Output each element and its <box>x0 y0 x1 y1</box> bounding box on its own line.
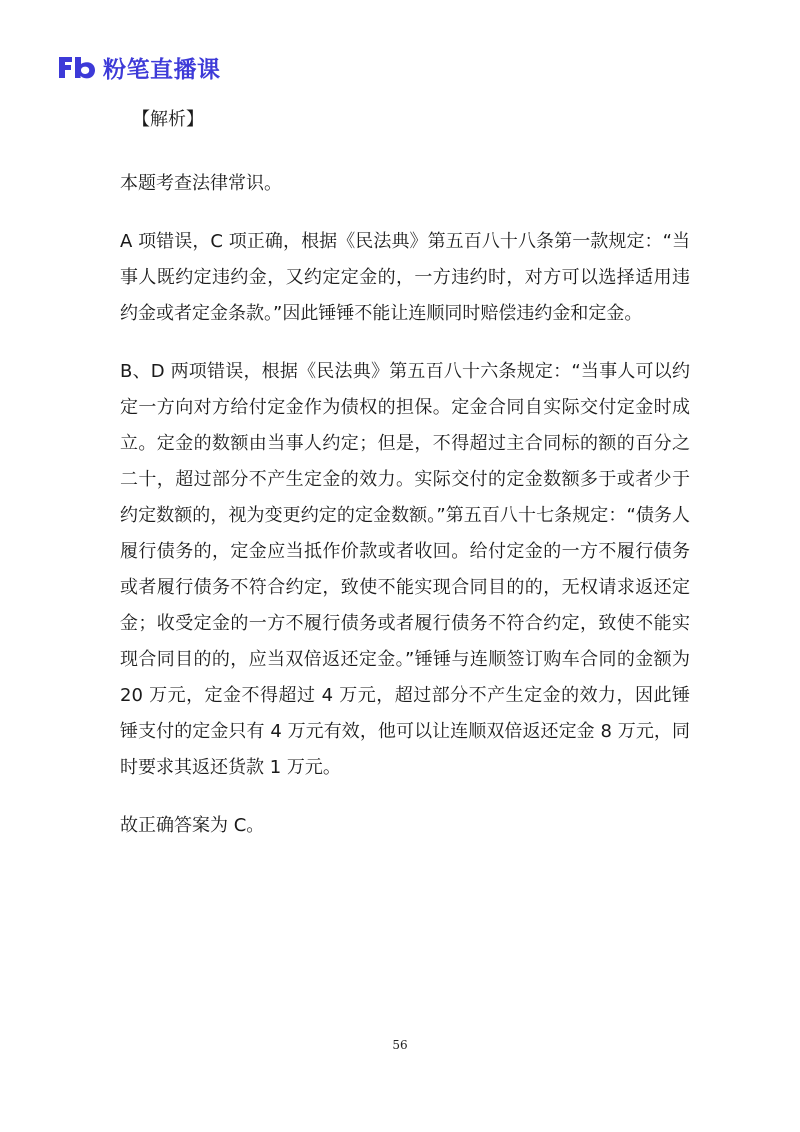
paragraph-topic: 本题考查法律常识。 <box>120 173 282 194</box>
answer-explanation <box>120 102 690 844</box>
paragraph-answer: 故正确答案为 C。 <box>120 815 265 836</box>
brand-name: 粉笔直播课 <box>103 56 221 83</box>
paragraph-option-a-c: A 项错误，C 项正确，根据《民法典》第五百八十八条第一款规定：“当事人既约定违约金，又约定定金的，一方违约时，对方可以选择适用违约金或者定金条款。”因此锤锤不能让连顺同时赔偿违约金和定金。 <box>120 231 690 324</box>
fenbi-logo-icon <box>57 54 97 80</box>
page-number: 56 <box>392 1038 408 1052</box>
section-title: 【解析】 <box>132 109 204 130</box>
brand-header <box>57 52 221 82</box>
paragraph-option-b-d: B、D 两项错误，根据《民法典》第五百八十六条规定：“当事人可以约定一方向对方给付定金作为债权的担保。定金合同自实际交付定金时成立。定金的数额由当事人约定；但是，不得超过主合同标的额的百分之二十，超过部分不产生定金的效力。实际交付的定金数额多于或者少于约定数额的，视为变更约定的定金数额。”第五百八十七条规定：“债务人履行债务的，定金应当抵作价款或者收回。给付定金的一方不履行债务或者履行债务不符合约定，致使不能实现合同目的的，无权请求返还定金；收受定金的一方不履行债务或者履行债务不符合约定，致使不能实现合同目的的，应当双倍返还定金。”锤锤与连顺签订购车合同的金额为 20 万元，定金不得超过 4 万元，超过部分不产生定金的效力，因此锤锤支付的定金只有 4 万元有效，他可以让连顺双倍返还定金 8 万元，同时要求其返还货款 1 万元。 <box>120 361 690 778</box>
